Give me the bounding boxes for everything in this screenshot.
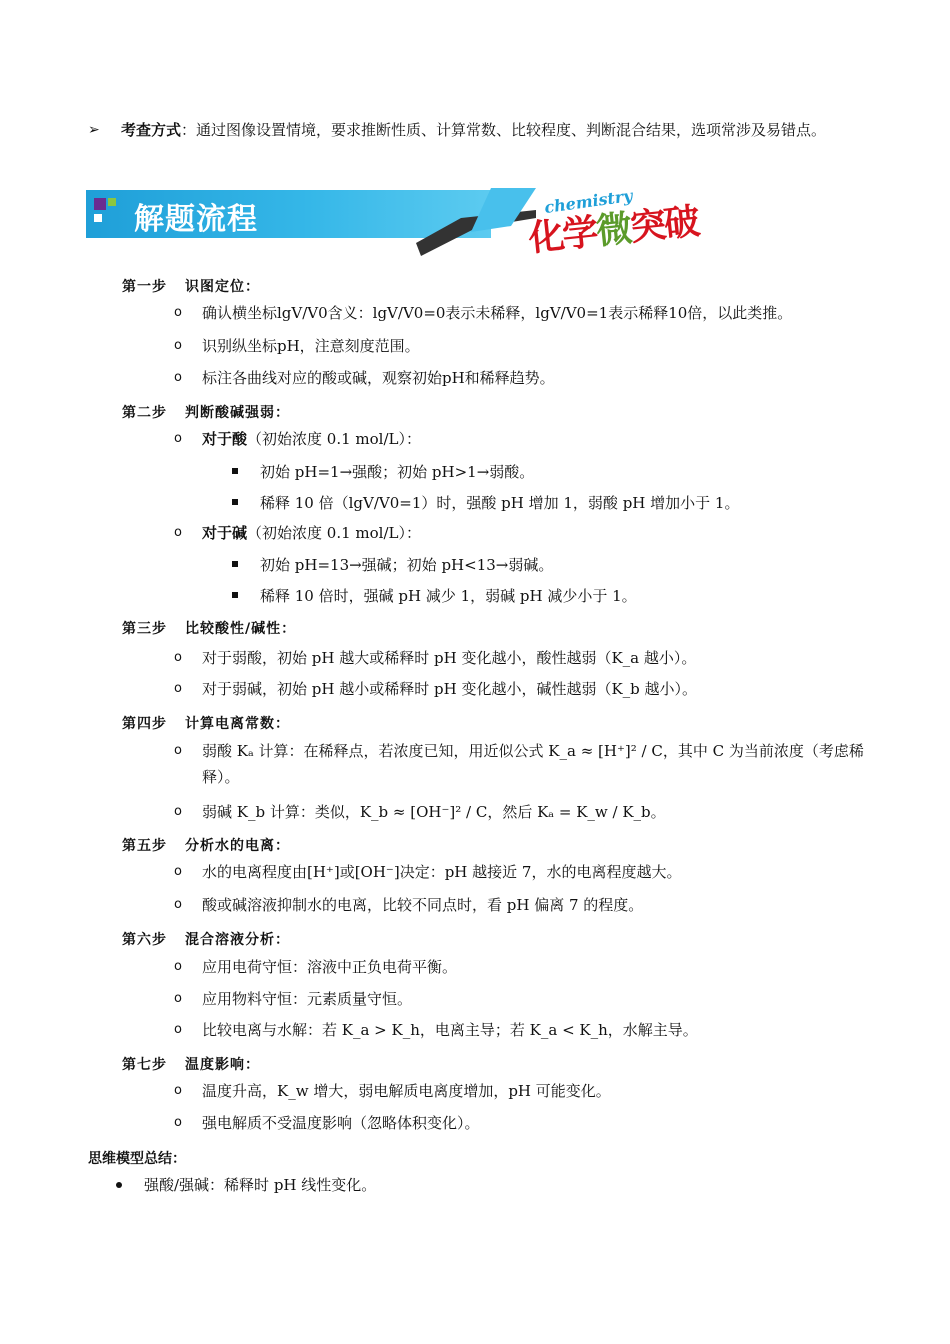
step-heading: 第七步 温度影响： bbox=[122, 1057, 260, 1073]
list-item: o 应用电荷守恒：溶液中正负电荷平衡。 bbox=[174, 958, 458, 976]
list-item: o 对于碱（初始浓度 0.1 mol/L）： bbox=[174, 524, 421, 542]
list-item: o 酸或碱溶液抑制水的电离，比较不同点时，看 pH 偏离 7 的程度。 bbox=[174, 896, 644, 914]
step-heading: 第二步 判断酸碱强弱： bbox=[122, 405, 290, 421]
list-item: o 应用物料守恒：元素质量守恒。 bbox=[174, 990, 413, 1008]
banner-title: 解题流程 bbox=[134, 202, 258, 237]
intro-label: 考查方式 bbox=[121, 121, 182, 139]
list-item: o 确认横坐标lgV/V0含义：lgV/V0=0表示未稀释，lgV/V0=1表示稀释10倍，以此类推。 bbox=[174, 304, 793, 322]
step-heading: 第一步 识图定位： bbox=[122, 279, 260, 295]
step-heading: 第五步 分析水的电离： bbox=[122, 838, 290, 854]
banner-square-green bbox=[108, 198, 116, 206]
step-heading: 第三步 比较酸性/碱性： bbox=[122, 621, 297, 637]
list-item: o 温度升高，K_w 增大，弱电解质电离度增加，pH 可能变化。 bbox=[174, 1082, 611, 1100]
list-item: o 强电解质不受温度影响（忽略体积变化）。 bbox=[174, 1114, 480, 1132]
step-heading: 第六步 混合溶液分析： bbox=[122, 932, 290, 948]
banner-swoosh-icon bbox=[416, 188, 536, 260]
summary-item: 强酸/强碱：稀释时 pH 线性变化。 bbox=[116, 1172, 376, 1198]
list-item: o 弱酸 Kₐ 计算：在稀释点，若浓度已知，用近似公式 K_a ≈ [H⁺]² / C，其中 C 为当前浓度（考虑稀释）。 bbox=[174, 742, 864, 786]
logo-english: chemistry bbox=[543, 185, 634, 218]
intro-text: ：通过图像设置情境，要求推断性质、计算常数、比较程度、判断混合结果，选项常涉及易错点。 bbox=[181, 121, 827, 139]
arrow-bullet-icon: ➢ bbox=[88, 122, 100, 138]
sub-list-item: 稀释 10 倍时，强碱 pH 减少 1，弱碱 pH 减少小于 1。 bbox=[232, 583, 872, 609]
summary-title: 思维模型总结： bbox=[88, 1151, 186, 1167]
logo-part-c: 突破 bbox=[628, 201, 701, 250]
list-item: o 对于弱酸，初始 pH 越大或稀释时 pH 变化越小，酸性越弱（K_a 越小）。 bbox=[174, 649, 697, 667]
list-item: o 对于弱碱，初始 pH 越小或稀释时 pH 变化越小，碱性越弱（K_b 越小）。 bbox=[174, 680, 698, 698]
list-item: o 水的电离程度由[H⁺]或[OH⁻]决定：pH 越接近 7，水的电离程度越大。 bbox=[174, 863, 682, 881]
banner-square-white bbox=[94, 214, 102, 222]
sub-list-item: 稀释 10 倍（lgV/V0=1）时，强酸 pH 增加 1，弱酸 pH 增加小于 1。 bbox=[232, 490, 872, 516]
list-item: o 对于酸（初始浓度 0.1 mol/L）： bbox=[174, 430, 421, 448]
list-item: o 弱碱 K_b 计算：类似，K_b ≈ [OH⁻]² / C，然后 Kₐ = K_w / K_b。 bbox=[174, 803, 666, 821]
logo-part-b: 微 bbox=[594, 208, 633, 253]
sub-list-item: 初始 pH=13→强碱；初始 pH<13→弱碱。 bbox=[232, 552, 872, 578]
list-item: o 识别纵坐标pH，注意刻度范围。 bbox=[174, 337, 420, 355]
intro-paragraph bbox=[88, 115, 868, 145]
list-item: o 比较电离与水解：若 K_a > K_h，电离主导；若 K_a < K_h，水解主导。 bbox=[174, 1021, 698, 1039]
sub-list-item: 初始 pH=1→强酸；初始 pH>1→弱酸。 bbox=[232, 459, 872, 485]
logo-part-a: 化学 bbox=[526, 211, 599, 260]
banner-square-purple bbox=[94, 198, 106, 210]
section-banner bbox=[86, 185, 766, 260]
step-heading: 第四步 计算电离常数： bbox=[122, 716, 290, 732]
list-item: o 标注各曲线对应的酸或碱，观察初始pH和稀释趋势。 bbox=[174, 369, 555, 387]
